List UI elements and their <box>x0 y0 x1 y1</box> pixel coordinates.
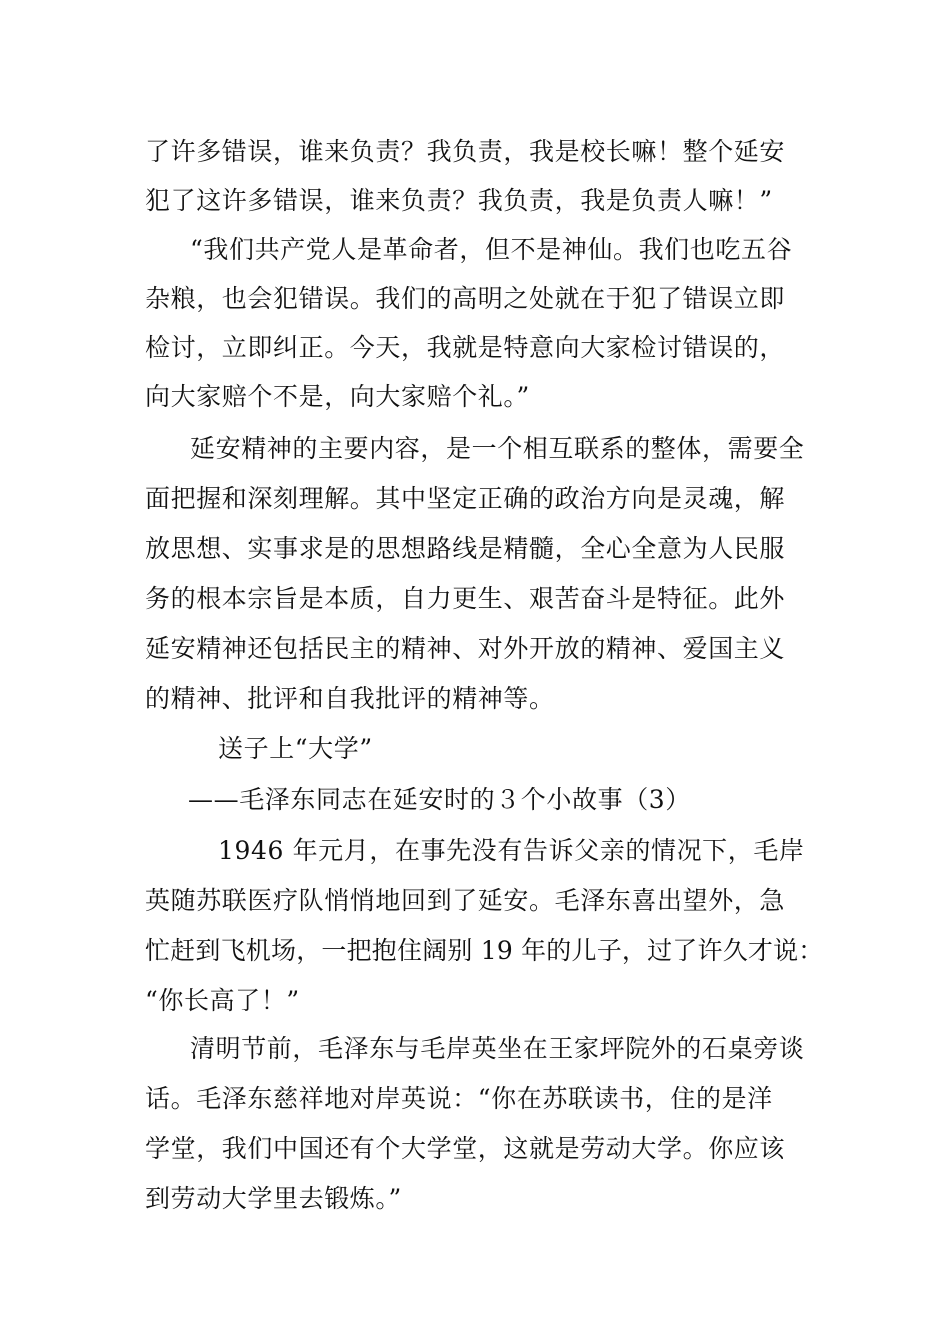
text-line: 务的根本宗旨是本质，自力更生、艰苦奋斗是特征。此外 <box>145 584 786 613</box>
text-line: 向大家赔个不是，向大家赔个礼。” <box>145 382 530 411</box>
text-line: 延安精神还包括民主的精神、对外开放的精神、爱国主义 <box>145 634 786 663</box>
paragraph-first-line: 延安精神的主要内容，是一个相互联系的整体，需要全 <box>190 434 805 463</box>
text-line: 英随苏联医疗队悄悄地回到了延安。毛泽东喜出望外，急 <box>145 886 786 915</box>
text-line: 话。毛泽东慈祥地对岸英说：“你在苏联读书，住的是洋 <box>145 1084 773 1113</box>
text-line: 面把握和深刻理解。其中坚定正确的政治方向是灵魂，解 <box>145 484 786 513</box>
paragraph-first-line: 1946 年元月，在事先没有告诉父亲的情况下，毛岸 <box>218 836 805 865</box>
text-line: 到劳动大学里去锻炼。” <box>145 1184 402 1213</box>
section-subtitle: ——毛泽东同志在延安时的３个小故事（3） <box>188 785 691 814</box>
text-line: “你长高了！” <box>145 986 300 1015</box>
text-line: 了许多错误，谁来负责？我负责，我是校长嘛！整个延安 <box>145 137 786 166</box>
text-line: 的精神、批评和自我批评的精神等。 <box>145 684 555 713</box>
text-line: 放思想、实事求是的思想路线是精髓，全心全意为人民服 <box>145 534 786 563</box>
text-line: 学堂，我们中国还有个大学堂，这就是劳动大学。你应该 <box>145 1134 786 1163</box>
paragraph-first-line: “我们共产党人是革命者，但不是神仙。我们也吃五谷 <box>190 235 793 264</box>
text-line: 杂粮，也会犯错误。我们的高明之处就在于犯了错误立即 <box>145 284 786 313</box>
text-line: 犯了这许多错误，谁来负责？我负责，我是负责人嘛！” <box>145 186 773 215</box>
text-line: 忙赶到飞机场，一把抱住阔别 19 年的儿子，过了许久才说： <box>145 936 824 965</box>
paragraph-first-line: 清明节前，毛泽东与毛岸英坐在王家坪院外的石桌旁谈 <box>190 1034 805 1063</box>
section-title: 送子上“大学” <box>218 734 373 763</box>
text-line: 检讨，立即纠正。今天，我就是特意向大家检讨错误的， <box>145 333 786 362</box>
